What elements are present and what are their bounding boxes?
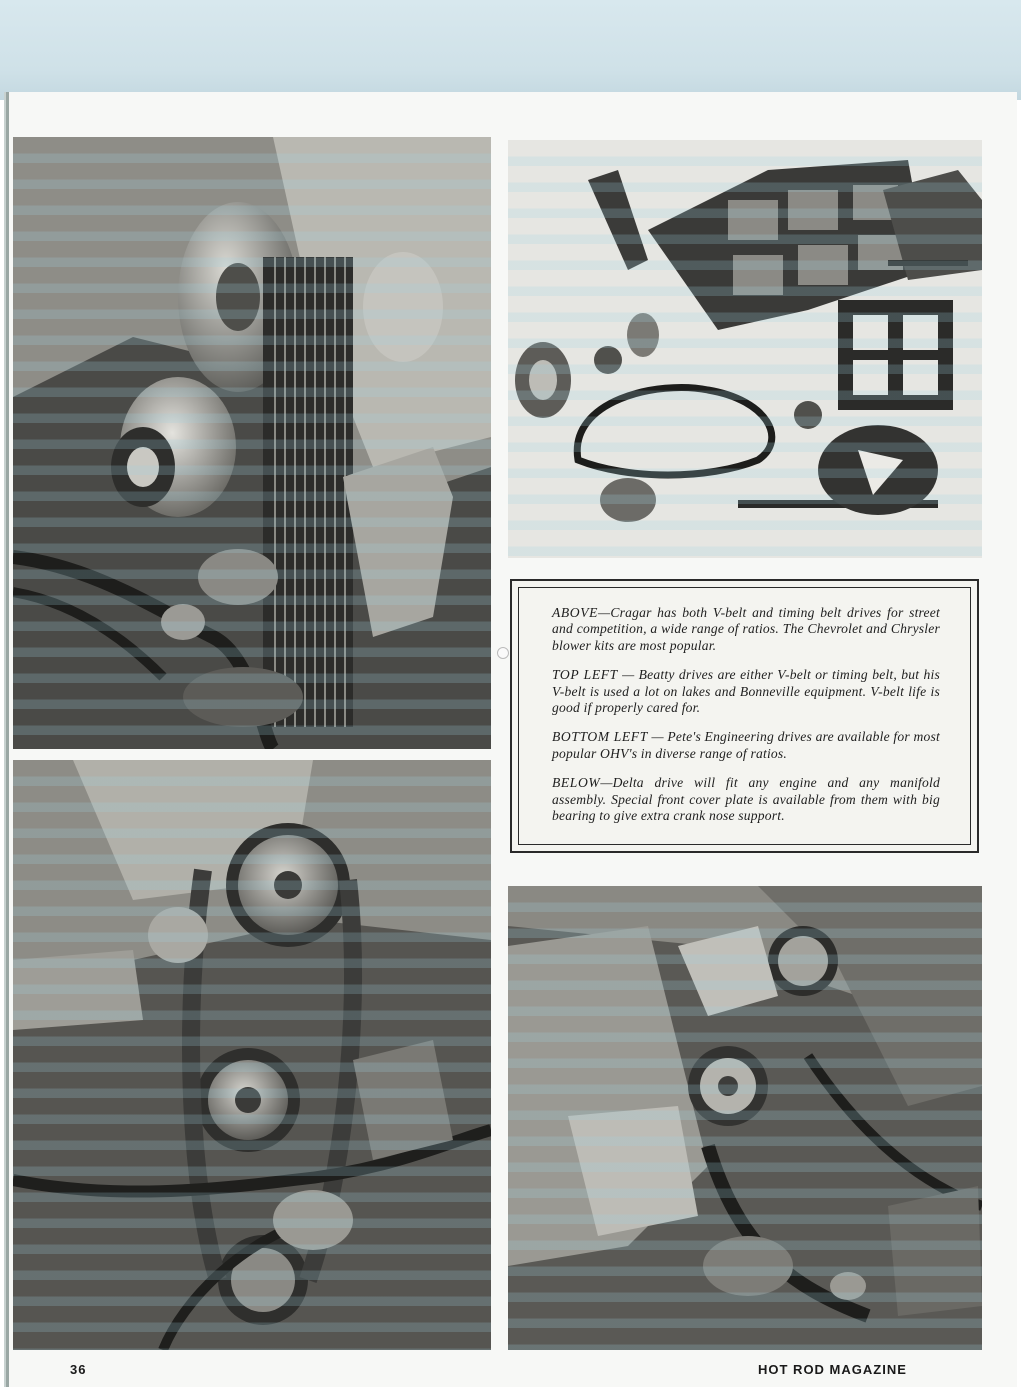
caption-body: — Beatty drives are either V-belt or timing belt, but his V-belt is used a lot on lakes and Bonneville equipment. V-belt life is good if properly cared for. — [552, 667, 940, 716]
page-number: 36 — [70, 1362, 87, 1377]
photo-bottom-right-delta-drive — [508, 886, 982, 1350]
binder-hole — [497, 647, 509, 659]
caption-lead: BOTTOM LEFT — [552, 729, 648, 745]
magazine-title: HOT ROD MAGAZINE — [758, 1362, 907, 1377]
caption-body: —Delta drive will fit any engine and any manifold assembly. Special front cover plate is available from them with big bearing to give extra crank nose support. — [552, 775, 940, 824]
caption-body: —Cragar has both V-belt and timing belt drives for street and competition, a wide range of ratios. The Chevrolet and Chrysler blower kits are most popular. — [552, 605, 940, 653]
caption-body: — Pete's Engineering drives are available for most popular OHV's in diverse range of ratios. — [552, 729, 940, 761]
caption-box — [510, 579, 979, 853]
caption-lead: ABOVE — [552, 605, 599, 620]
caption-bottom-left — [552, 729, 940, 762]
photo-bottom-left-petes-engineering-drive — [13, 760, 491, 1350]
caption-top-left — [552, 667, 940, 716]
scan-background — [0, 0, 1021, 100]
photo-top-right-cragar-kit — [508, 140, 982, 558]
caption-lead: TOP LEFT — [552, 667, 618, 683]
caption-lead: BELOW — [552, 775, 601, 791]
captions — [552, 605, 940, 837]
caption-below — [552, 775, 940, 824]
caption-above — [552, 605, 940, 654]
photo-top-left-beatty-vbelt-drive — [13, 137, 491, 749]
